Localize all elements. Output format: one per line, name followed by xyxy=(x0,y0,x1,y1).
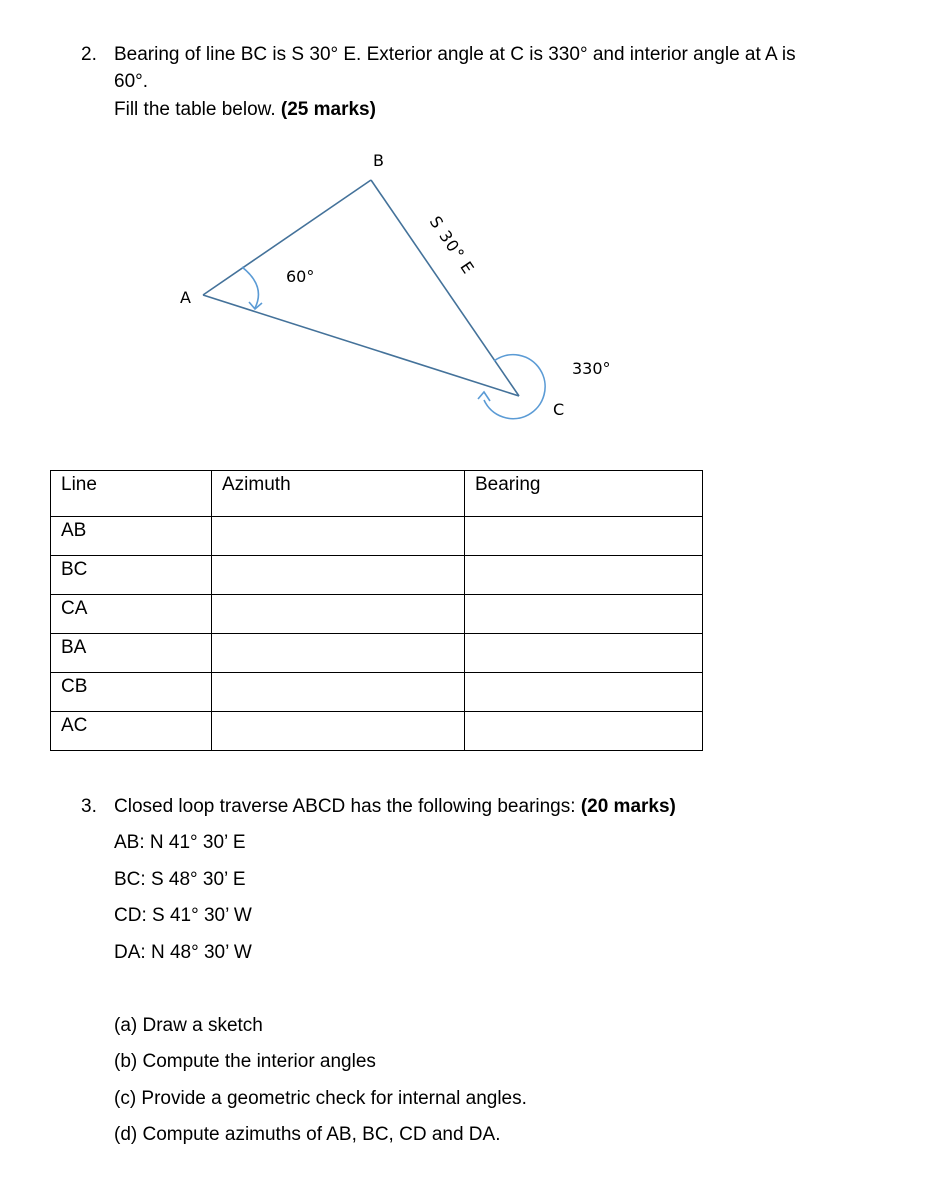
bearing-cd: CD: S 41° 30’ W xyxy=(114,905,252,926)
question-3-intro xyxy=(114,793,676,820)
part-b: (b) Compute the interior angles xyxy=(114,1051,376,1072)
cell-bearing[interactable] xyxy=(465,712,703,751)
table-row xyxy=(51,517,703,556)
instruction-text: Fill the table below. xyxy=(114,99,281,120)
cell-azimuth[interactable] xyxy=(212,595,465,634)
cell-azimuth[interactable] xyxy=(212,712,465,751)
cell-azimuth[interactable] xyxy=(212,517,465,556)
question-2-text-line2: 60°. xyxy=(114,71,149,92)
part-d: (d) Compute azimuths of AB, BC, CD and DA. xyxy=(114,1124,501,1145)
question-2-text-line1: Bearing of line BC is S 30° E. Exterior angle at C is 330° and interior angle at A is xyxy=(114,44,796,65)
angle-arrow-c-icon xyxy=(478,392,490,401)
vertex-label-a: A xyxy=(180,288,191,307)
vertex-label-b: B xyxy=(373,151,384,170)
marks-label: (25 marks) xyxy=(280,99,376,120)
cell-line: BA xyxy=(51,634,212,673)
table-row xyxy=(51,634,703,673)
cell-bearing[interactable] xyxy=(465,595,703,634)
cell-bearing[interactable] xyxy=(465,634,703,673)
cell-line: CA xyxy=(51,595,212,634)
table-row xyxy=(51,673,703,712)
azimuth-bearing-table xyxy=(50,470,703,751)
table-row xyxy=(51,556,703,595)
table-header-row xyxy=(51,471,703,517)
angle-arc-c xyxy=(484,355,545,419)
header-line: Line xyxy=(51,471,212,517)
cell-bearing[interactable] xyxy=(465,517,703,556)
table-row xyxy=(51,595,703,634)
angle-label-a: 60° xyxy=(286,267,315,286)
part-c: (c) Provide a geometric check for internal angles. xyxy=(114,1088,527,1109)
question-3-number: 3. xyxy=(81,796,97,817)
side-bc xyxy=(371,180,519,396)
side-ca xyxy=(203,295,519,396)
angle-label-c: 330° xyxy=(572,359,611,378)
bearing-da: DA: N 48° 30’ W xyxy=(114,942,252,963)
triangle-diagram xyxy=(0,140,935,440)
cell-azimuth[interactable] xyxy=(212,673,465,712)
angle-arc-a xyxy=(242,267,258,308)
bearing-bc: BC: S 48° 30’ E xyxy=(114,869,246,890)
bearing-ab: AB: N 41° 30’ E xyxy=(114,832,246,853)
part-a: (a) Draw a sketch xyxy=(114,1015,263,1036)
header-azimuth: Azimuth xyxy=(212,471,465,517)
question-2-number: 2. xyxy=(81,44,97,65)
intro-text: Closed loop traverse ABCD has the following bearings: xyxy=(114,796,581,817)
table-row xyxy=(51,712,703,751)
question-2-instruction xyxy=(114,96,376,123)
bearing-label-bc: S 30° E xyxy=(425,212,479,278)
vertex-label-c: C xyxy=(553,400,565,419)
cell-bearing[interactable] xyxy=(465,673,703,712)
header-bearing: Bearing xyxy=(465,471,703,517)
cell-line: AC xyxy=(51,712,212,751)
cell-line: BC xyxy=(51,556,212,595)
cell-azimuth[interactable] xyxy=(212,556,465,595)
cell-line: AB xyxy=(51,517,212,556)
cell-line: CB xyxy=(51,673,212,712)
marks-label: (20 marks) xyxy=(580,796,676,817)
cell-azimuth[interactable] xyxy=(212,634,465,673)
cell-bearing[interactable] xyxy=(465,556,703,595)
